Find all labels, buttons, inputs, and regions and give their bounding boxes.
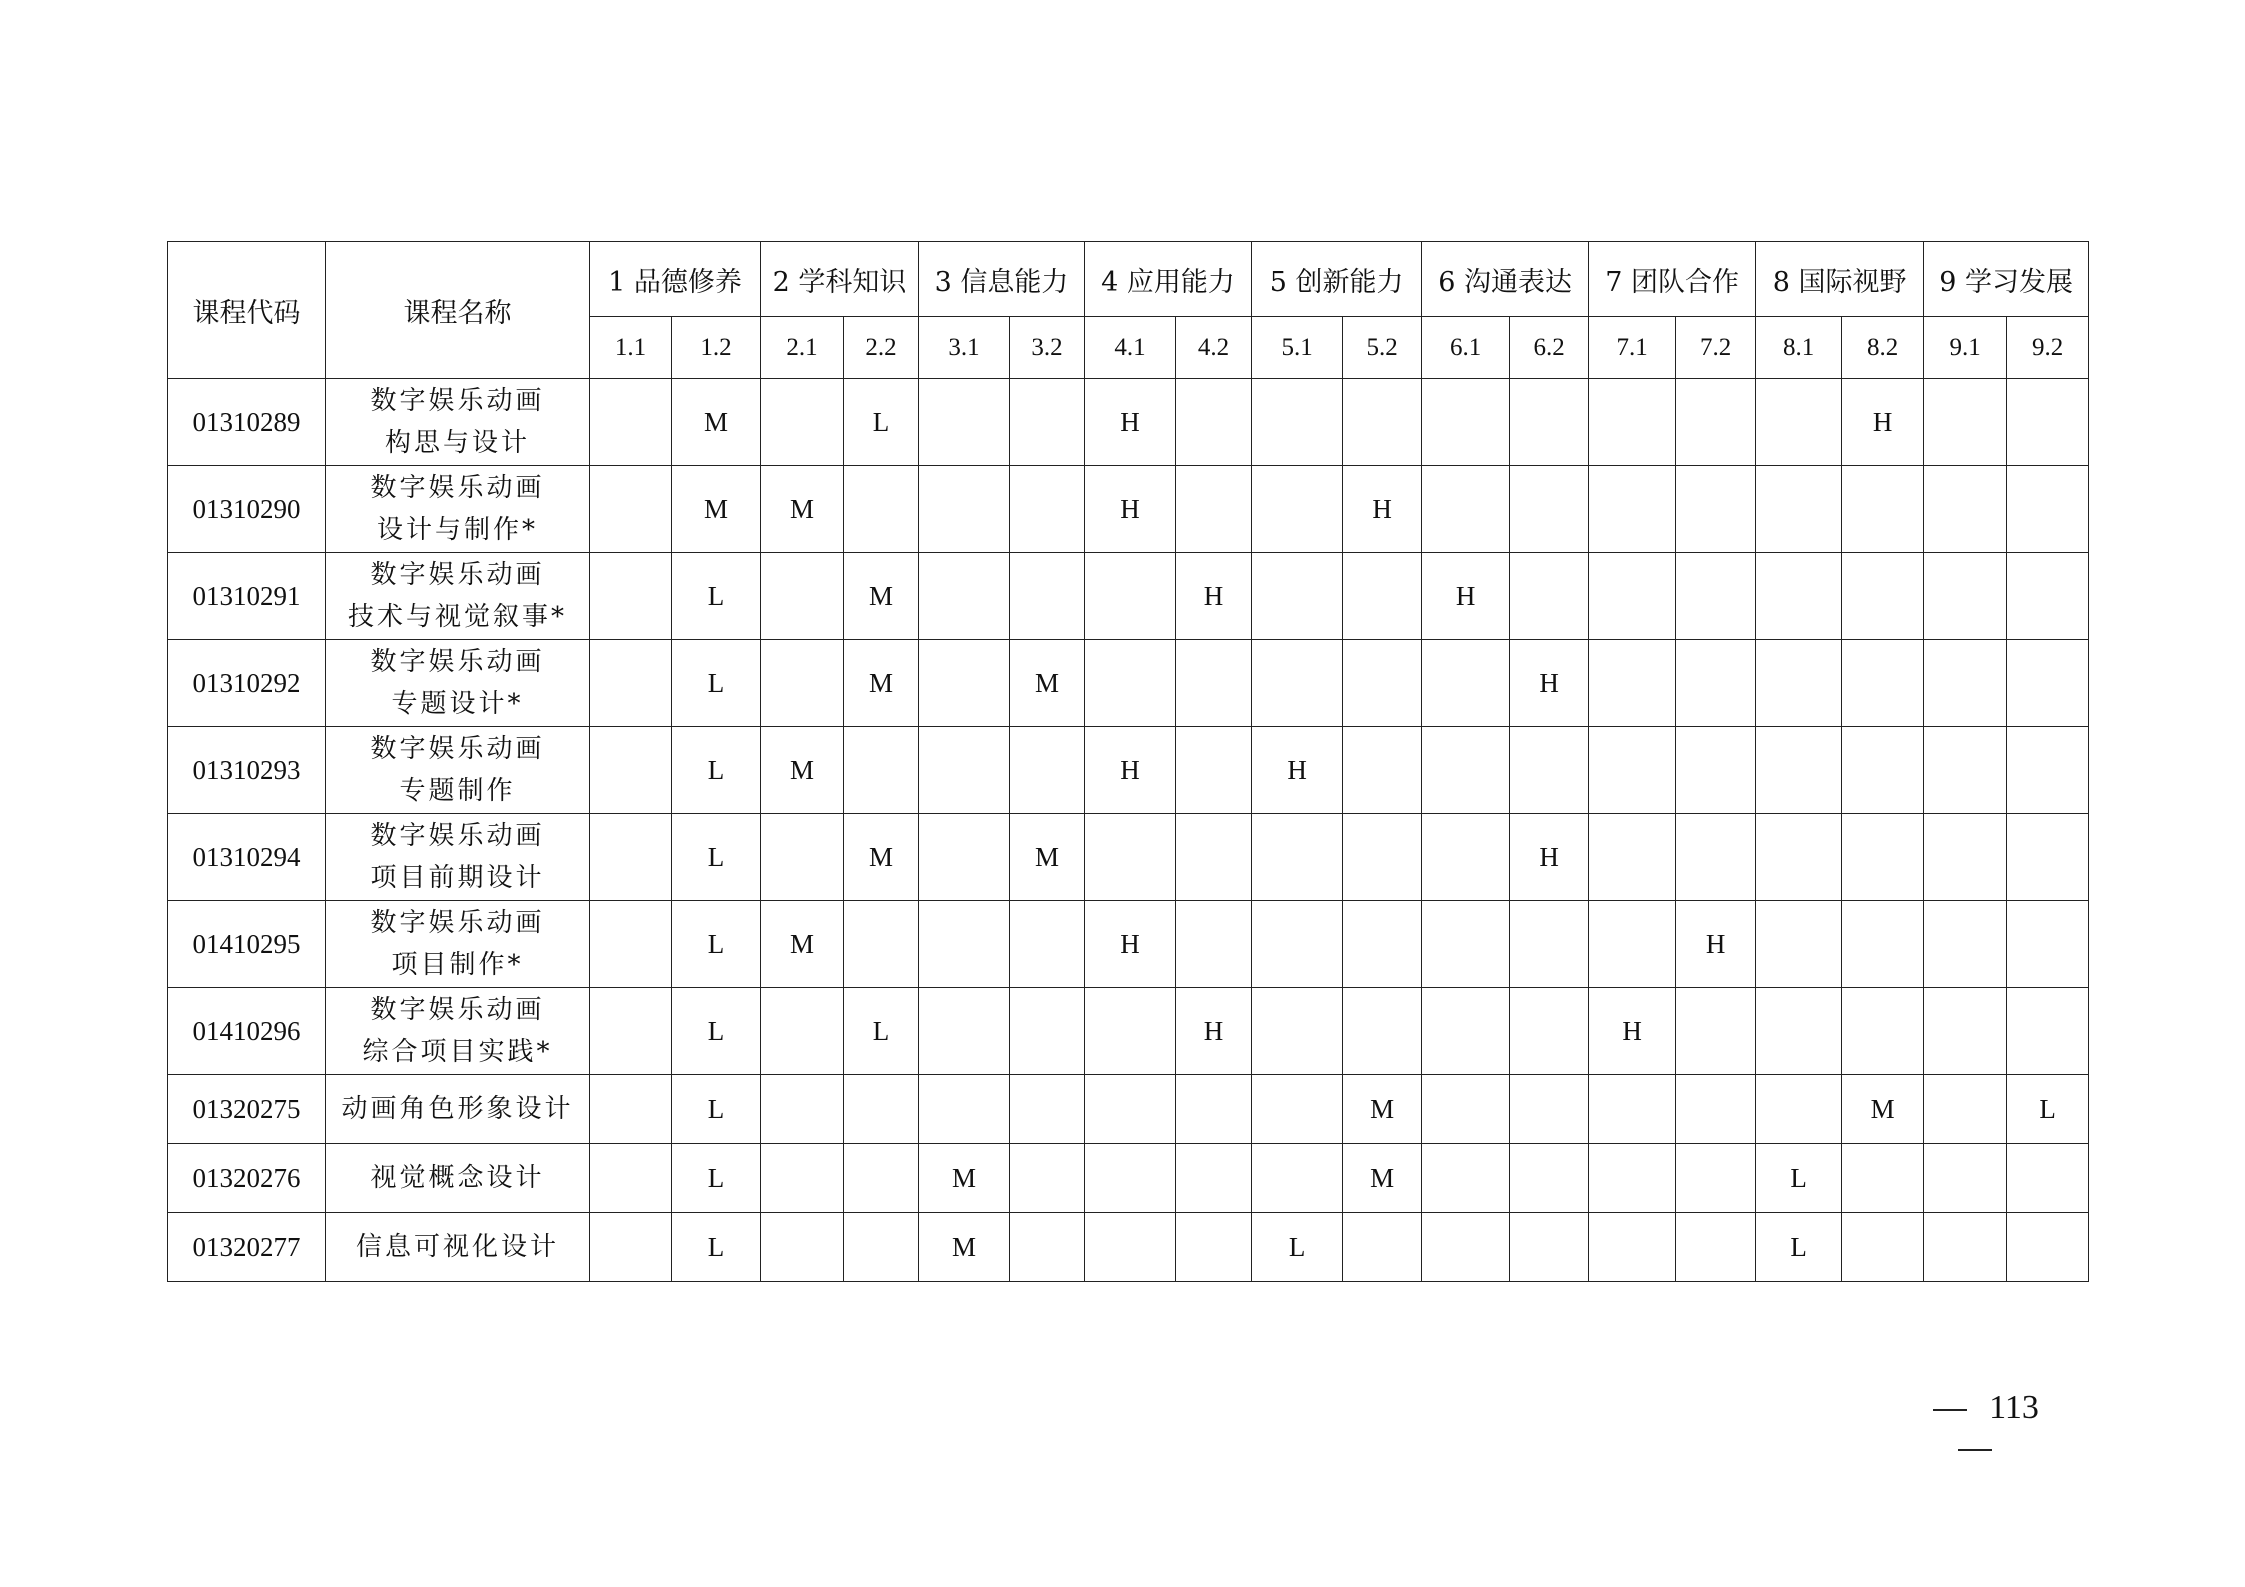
support-level-cell — [1010, 553, 1085, 640]
support-level-cell — [590, 640, 672, 727]
support-level-cell: H — [1510, 814, 1589, 901]
support-level-cell — [2007, 814, 2089, 901]
support-level-cell: H — [1085, 466, 1176, 553]
table-row — [168, 466, 2089, 553]
course-name-cell — [326, 1213, 590, 1282]
support-level-cell — [1510, 379, 1589, 466]
support-level-cell: L — [844, 988, 919, 1075]
support-level-cell — [1676, 379, 1756, 466]
support-level-cell — [1510, 727, 1589, 814]
support-level-cell — [2007, 988, 2089, 1075]
course-name-cell — [326, 901, 590, 988]
support-level-cell — [1085, 553, 1176, 640]
support-level-cell — [1756, 727, 1842, 814]
course-name-line: 项目前期设计 — [370, 863, 545, 893]
course-name-cell — [326, 640, 590, 727]
support-level-cell — [1176, 640, 1252, 727]
header-indicator: 8.2 — [1842, 317, 1924, 379]
page-dash-right — [1958, 1449, 1992, 1451]
support-level-cell — [590, 727, 672, 814]
course-name-line: 专题制作 — [399, 776, 516, 806]
support-level-cell — [919, 466, 1010, 553]
support-level-cell: M — [1010, 640, 1085, 727]
table-row — [168, 1213, 2089, 1282]
support-level-cell: L — [672, 814, 761, 901]
support-level-cell — [761, 814, 844, 901]
support-level-cell — [2007, 640, 2089, 727]
support-level-cell: H — [1176, 988, 1252, 1075]
course-name-line: 构思与设计 — [384, 428, 530, 458]
support-level-cell — [1924, 1144, 2007, 1213]
support-level-cell — [761, 1213, 844, 1282]
support-level-cell — [1422, 988, 1510, 1075]
support-level-cell: L — [672, 1075, 761, 1144]
course-code-cell: 01320276 — [168, 1144, 326, 1213]
support-level-cell — [1343, 1213, 1422, 1282]
support-level-cell — [761, 379, 844, 466]
support-level-cell — [1085, 1144, 1176, 1213]
support-level-cell — [1176, 814, 1252, 901]
support-level-cell — [1343, 727, 1422, 814]
support-level-cell: L — [672, 727, 761, 814]
support-level-cell — [1924, 814, 2007, 901]
support-level-cell — [1422, 640, 1510, 727]
support-level-cell: M — [844, 814, 919, 901]
support-level-cell — [590, 553, 672, 640]
support-level-cell — [1010, 379, 1085, 466]
course-name-cell — [326, 1144, 590, 1213]
support-level-cell — [1252, 640, 1343, 727]
support-level-cell — [1176, 1213, 1252, 1282]
support-level-cell — [1343, 379, 1422, 466]
support-level-cell — [1676, 727, 1756, 814]
support-level-cell — [1422, 1075, 1510, 1144]
course-name-cell — [326, 553, 590, 640]
support-level-cell: M — [844, 640, 919, 727]
support-level-cell — [1842, 466, 1924, 553]
header-indicator: 5.2 — [1343, 317, 1422, 379]
support-level-cell — [919, 727, 1010, 814]
support-level-cell — [1842, 640, 1924, 727]
support-level-cell — [1924, 466, 2007, 553]
support-level-cell — [1676, 988, 1756, 1075]
course-code-cell: 01410295 — [168, 901, 326, 988]
support-level-cell — [1589, 1213, 1676, 1282]
support-level-cell: H — [1343, 466, 1422, 553]
header-indicator: 6.1 — [1422, 317, 1510, 379]
support-level-cell — [844, 466, 919, 553]
course-code-cell: 01310290 — [168, 466, 326, 553]
support-level-cell — [2007, 1213, 2089, 1282]
support-level-cell — [1343, 901, 1422, 988]
support-level-cell — [1252, 1075, 1343, 1144]
support-level-cell — [2007, 553, 2089, 640]
support-level-cell — [590, 1075, 672, 1144]
support-level-cell — [590, 466, 672, 553]
support-level-cell — [761, 553, 844, 640]
header-course-name: 课程名称 — [326, 242, 590, 379]
page-dash-left — [1933, 1409, 1967, 1411]
header-indicator: 7.2 — [1676, 317, 1756, 379]
support-level-cell — [1756, 901, 1842, 988]
support-level-cell — [1343, 553, 1422, 640]
support-level-cell — [919, 901, 1010, 988]
support-level-cell — [590, 901, 672, 988]
course-name-cell — [326, 814, 590, 901]
course-name-cell — [326, 466, 590, 553]
course-code-cell: 01320277 — [168, 1213, 326, 1282]
support-level-cell — [1085, 640, 1176, 727]
support-level-cell: H — [1422, 553, 1510, 640]
support-level-cell — [1085, 814, 1176, 901]
course-name-cell — [326, 379, 590, 466]
table-row — [168, 901, 2089, 988]
support-level-cell — [844, 727, 919, 814]
support-level-cell — [1510, 1075, 1589, 1144]
header-indicator: 4.2 — [1176, 317, 1252, 379]
support-level-cell — [590, 814, 672, 901]
page-number — [1880, 1388, 2070, 1428]
support-level-cell — [1510, 988, 1589, 1075]
course-name-line: 数字娱乐动画 — [370, 473, 545, 503]
support-level-cell — [919, 379, 1010, 466]
support-level-cell — [1756, 640, 1842, 727]
header-group: 8 国际视野 — [1756, 242, 1924, 317]
table-row — [168, 1144, 2089, 1213]
support-level-cell — [844, 1213, 919, 1282]
support-level-cell — [1510, 1213, 1589, 1282]
support-level-cell: H — [1176, 553, 1252, 640]
table-row — [168, 814, 2089, 901]
support-level-cell: M — [1842, 1075, 1924, 1144]
support-level-cell — [1589, 1144, 1676, 1213]
table-row — [168, 553, 2089, 640]
support-level-cell — [1343, 988, 1422, 1075]
support-level-cell: H — [1510, 640, 1589, 727]
support-level-cell: H — [1676, 901, 1756, 988]
support-level-cell — [1422, 379, 1510, 466]
support-level-cell — [590, 988, 672, 1075]
support-level-cell — [1176, 1075, 1252, 1144]
support-level-cell: L — [672, 901, 761, 988]
support-level-cell — [1589, 901, 1676, 988]
support-level-cell — [1589, 1075, 1676, 1144]
support-level-cell — [1676, 1075, 1756, 1144]
course-code-cell: 01320275 — [168, 1075, 326, 1144]
header-group: 4 应用能力 — [1085, 242, 1252, 317]
support-level-cell — [1085, 1213, 1176, 1282]
support-level-cell — [919, 553, 1010, 640]
support-level-cell — [1924, 1213, 2007, 1282]
support-level-cell — [761, 1144, 844, 1213]
header-group: 6 沟通表达 — [1422, 242, 1589, 317]
support-level-cell — [1422, 727, 1510, 814]
support-level-cell: L — [1756, 1213, 1842, 1282]
support-level-cell — [1510, 1144, 1589, 1213]
support-level-cell — [919, 1075, 1010, 1144]
support-level-cell — [590, 379, 672, 466]
support-level-cell — [1010, 901, 1085, 988]
support-level-cell: M — [844, 553, 919, 640]
support-level-cell — [590, 1144, 672, 1213]
support-level-cell — [1842, 814, 1924, 901]
support-level-cell: M — [919, 1213, 1010, 1282]
support-level-cell: M — [1343, 1144, 1422, 1213]
support-level-cell: M — [761, 466, 844, 553]
table-row — [168, 727, 2089, 814]
support-level-cell — [1252, 466, 1343, 553]
support-level-cell — [761, 988, 844, 1075]
course-name-line: 项目制作* — [391, 950, 524, 980]
course-code-cell: 01310293 — [168, 727, 326, 814]
support-level-cell: M — [1343, 1075, 1422, 1144]
support-level-cell — [1252, 901, 1343, 988]
support-level-cell: L — [1252, 1213, 1343, 1282]
support-level-cell — [844, 1144, 919, 1213]
course-code-cell: 01310291 — [168, 553, 326, 640]
support-level-cell — [844, 1075, 919, 1144]
support-level-cell — [1422, 901, 1510, 988]
header-group: 3 信息能力 — [919, 242, 1085, 317]
header-indicator: 6.2 — [1510, 317, 1589, 379]
support-level-cell — [1010, 1075, 1085, 1144]
support-level-cell — [1010, 466, 1085, 553]
support-level-cell — [919, 814, 1010, 901]
header-indicator: 1.2 — [672, 317, 761, 379]
support-level-cell — [1510, 553, 1589, 640]
support-level-cell: M — [919, 1144, 1010, 1213]
support-level-cell — [1343, 640, 1422, 727]
support-level-cell — [1676, 553, 1756, 640]
support-level-cell — [1589, 553, 1676, 640]
course-name-line: 设计与制作* — [376, 515, 538, 545]
header-indicator: 3.1 — [919, 317, 1010, 379]
support-level-cell: L — [2007, 1075, 2089, 1144]
support-level-cell — [2007, 727, 2089, 814]
support-level-cell: L — [1756, 1144, 1842, 1213]
course-name-line: 数字娱乐动画 — [370, 821, 545, 851]
support-level-cell — [1842, 727, 1924, 814]
support-level-cell — [1010, 988, 1085, 1075]
course-code-cell: 01310292 — [168, 640, 326, 727]
support-level-cell: H — [1252, 727, 1343, 814]
page-number-value: 113 — [1989, 1389, 2039, 1426]
course-code-cell: 01410296 — [168, 988, 326, 1075]
support-level-cell — [1842, 1144, 1924, 1213]
support-level-cell: M — [672, 466, 761, 553]
support-level-cell — [1252, 988, 1343, 1075]
support-level-cell — [1422, 814, 1510, 901]
support-level-cell — [1589, 727, 1676, 814]
course-name-line: 视觉概念设计 — [370, 1163, 545, 1193]
header-indicator: 1.1 — [590, 317, 672, 379]
course-name-cell — [326, 1075, 590, 1144]
header-indicator: 4.1 — [1085, 317, 1176, 379]
support-level-cell — [1842, 988, 1924, 1075]
support-level-cell — [1676, 1144, 1756, 1213]
support-level-cell — [1842, 553, 1924, 640]
support-level-cell: L — [844, 379, 919, 466]
support-level-cell: L — [672, 1213, 761, 1282]
course-name-cell — [326, 988, 590, 1075]
matrix-body — [168, 379, 2089, 1282]
support-level-cell — [1422, 466, 1510, 553]
support-level-cell — [1842, 1213, 1924, 1282]
support-level-cell — [1252, 814, 1343, 901]
support-level-cell — [2007, 466, 2089, 553]
support-level-cell: M — [761, 727, 844, 814]
support-level-cell — [1085, 988, 1176, 1075]
support-level-cell — [1343, 814, 1422, 901]
support-level-cell — [1676, 1213, 1756, 1282]
table-row — [168, 1075, 2089, 1144]
support-level-cell — [1842, 901, 1924, 988]
support-level-cell — [590, 1213, 672, 1282]
support-level-cell: H — [1085, 727, 1176, 814]
header-indicator: 2.2 — [844, 317, 919, 379]
header-group: 5 创新能力 — [1252, 242, 1422, 317]
support-level-cell: L — [672, 1144, 761, 1213]
support-level-cell — [1924, 988, 2007, 1075]
header-row-groups — [168, 242, 2089, 317]
support-level-cell — [1510, 901, 1589, 988]
support-level-cell — [1924, 379, 2007, 466]
support-level-cell — [1924, 1075, 2007, 1144]
header-group: 2 学科知识 — [761, 242, 919, 317]
header-indicator: 9.2 — [2007, 317, 2089, 379]
support-level-cell — [1676, 640, 1756, 727]
support-level-cell — [1756, 1075, 1842, 1144]
support-level-cell — [1010, 1144, 1085, 1213]
support-level-cell — [1756, 814, 1842, 901]
course-name-line: 数字娱乐动画 — [370, 386, 545, 416]
support-level-cell: H — [1085, 379, 1176, 466]
course-code-cell: 01310294 — [168, 814, 326, 901]
support-level-cell — [2007, 1144, 2089, 1213]
header-course-code: 课程代码 — [168, 242, 326, 379]
course-name-line: 综合项目实践* — [362, 1037, 553, 1067]
support-level-cell — [1756, 988, 1842, 1075]
header-indicator: 8.1 — [1756, 317, 1842, 379]
header-group: 7 团队合作 — [1589, 242, 1756, 317]
support-level-cell — [2007, 901, 2089, 988]
support-level-cell — [1589, 640, 1676, 727]
support-level-cell — [1676, 814, 1756, 901]
course-name-line: 动画角色形象设计 — [341, 1094, 574, 1124]
support-level-cell — [1756, 379, 1842, 466]
course-name-line: 数字娱乐动画 — [370, 647, 545, 677]
support-level-cell: L — [672, 553, 761, 640]
header-indicator: 3.2 — [1010, 317, 1085, 379]
table-row — [168, 640, 2089, 727]
support-level-cell — [1252, 553, 1343, 640]
course-name-cell — [326, 727, 590, 814]
support-level-cell — [1924, 553, 2007, 640]
support-level-cell: H — [1842, 379, 1924, 466]
support-level-cell — [761, 1075, 844, 1144]
support-level-cell: M — [1010, 814, 1085, 901]
support-level-cell — [1756, 466, 1842, 553]
support-level-cell — [1176, 727, 1252, 814]
support-level-cell — [1010, 727, 1085, 814]
support-level-cell — [2007, 379, 2089, 466]
header-group: 9 学习发展 — [1924, 242, 2089, 317]
header-indicator: 9.1 — [1924, 317, 2007, 379]
support-level-cell — [1085, 1075, 1176, 1144]
course-name-line: 专题设计* — [391, 689, 524, 719]
course-name-line: 数字娱乐动画 — [370, 734, 545, 764]
support-level-cell — [1252, 379, 1343, 466]
support-level-cell — [1176, 901, 1252, 988]
support-level-cell — [1252, 1144, 1343, 1213]
course-name-line: 数字娱乐动画 — [370, 560, 545, 590]
header-indicator: 5.1 — [1252, 317, 1343, 379]
support-level-cell — [1510, 466, 1589, 553]
support-level-cell — [1924, 901, 2007, 988]
support-level-cell — [761, 640, 844, 727]
support-level-cell — [1924, 640, 2007, 727]
header-indicator: 2.1 — [761, 317, 844, 379]
support-level-cell — [1589, 466, 1676, 553]
support-level-cell — [1589, 814, 1676, 901]
support-level-cell — [1924, 727, 2007, 814]
support-level-cell: M — [761, 901, 844, 988]
table-row — [168, 379, 2089, 466]
support-level-cell — [1589, 379, 1676, 466]
course-code-cell: 01310289 — [168, 379, 326, 466]
support-level-cell — [1176, 379, 1252, 466]
table-row — [168, 988, 2089, 1075]
support-level-cell — [919, 988, 1010, 1075]
support-level-cell — [1756, 553, 1842, 640]
course-name-line: 数字娱乐动画 — [370, 995, 545, 1025]
support-level-cell — [1176, 466, 1252, 553]
header-indicator: 7.1 — [1589, 317, 1676, 379]
support-level-cell — [844, 901, 919, 988]
support-level-cell — [919, 640, 1010, 727]
support-level-cell: L — [672, 988, 761, 1075]
support-level-cell — [1176, 1144, 1252, 1213]
support-level-cell — [1676, 466, 1756, 553]
course-name-line: 信息可视化设计 — [355, 1232, 559, 1262]
course-outcome-matrix — [167, 241, 2089, 1282]
support-level-cell: L — [672, 640, 761, 727]
support-level-cell: H — [1085, 901, 1176, 988]
support-level-cell — [1010, 1213, 1085, 1282]
course-name-line: 技术与视觉叙事* — [347, 602, 567, 632]
support-level-cell — [1422, 1213, 1510, 1282]
header-group: 1 品德修养 — [590, 242, 761, 317]
support-level-cell — [1422, 1144, 1510, 1213]
support-level-cell: M — [672, 379, 761, 466]
course-name-line: 数字娱乐动画 — [370, 908, 545, 938]
support-level-cell: H — [1589, 988, 1676, 1075]
